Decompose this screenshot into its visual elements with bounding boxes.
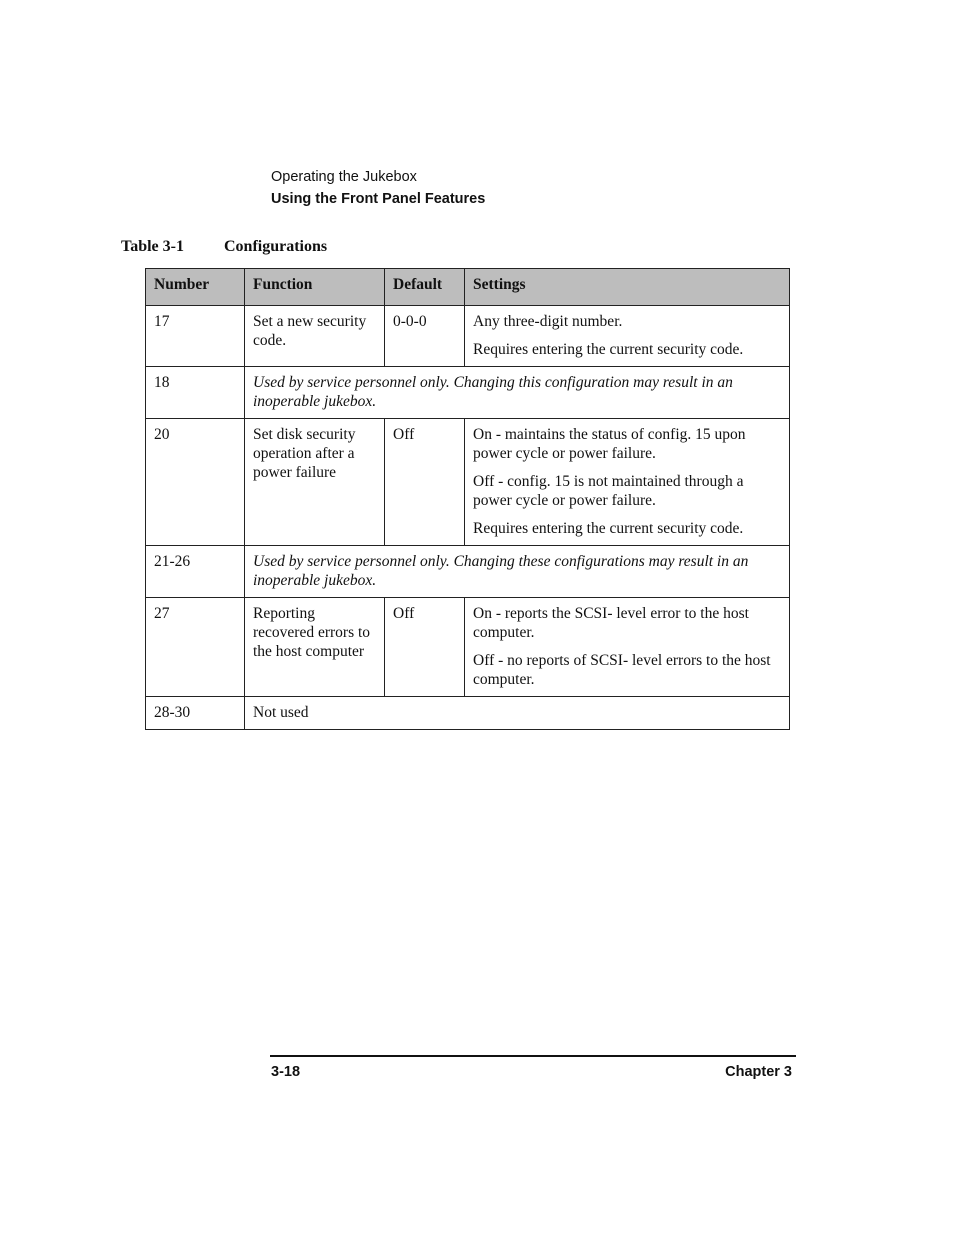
table-label: Table 3-1 (121, 238, 184, 255)
table-row (146, 419, 790, 546)
cell-function: Set a new security code. (245, 306, 385, 367)
settings-line: Off - no reports of SCSI- level errors to the host computer. (473, 652, 771, 688)
table-row (146, 367, 790, 419)
cell-settings (465, 419, 790, 546)
cell-service-note: Used by service personnel only. Changing these configurations may result in an inoperable jukebox. (245, 546, 790, 598)
page-number: 3-18 (271, 1064, 301, 1080)
table-row (146, 546, 790, 598)
cell-settings (465, 598, 790, 697)
cell-default: 0-0-0 (385, 306, 465, 367)
cell-settings (465, 306, 790, 367)
column-header-default: Default (385, 269, 465, 306)
cell-default: Off (385, 598, 465, 697)
section-title: Operating the Jukebox (271, 169, 417, 185)
footer-rule (270, 1055, 796, 1057)
table-header-row (146, 269, 790, 306)
cell-number: 28-30 (146, 697, 245, 730)
cell-function: Set disk security operation after a power failure (245, 419, 385, 546)
cell-default: Off (385, 419, 465, 546)
table-title: Configurations (224, 238, 328, 255)
cell-number: 27 (146, 598, 245, 697)
settings-line: Requires entering the current security code. (473, 341, 744, 358)
settings-line: On - maintains the status of config. 15 upon power cycle or power failure. (473, 426, 746, 462)
chapter-label: Chapter 3 (725, 1064, 792, 1080)
column-header-settings: Settings (465, 269, 790, 306)
cell-number: 21-26 (146, 546, 245, 598)
table-row (146, 697, 790, 730)
cell-not-used: Not used (245, 697, 790, 730)
cell-number: 18 (146, 367, 245, 419)
cell-number: 17 (146, 306, 245, 367)
settings-line: Off - config. 15 is not maintained through a power cycle or power failure. (473, 473, 744, 509)
cell-number: 20 (146, 419, 245, 546)
table-row (146, 306, 790, 367)
subsection-title: Using the Front Panel Features (271, 191, 486, 207)
column-header-function: Function (245, 269, 385, 306)
settings-line: On - reports the SCSI- level error to the host computer. (473, 605, 749, 641)
settings-line: Any three-digit number. (473, 313, 623, 330)
cell-function: Reporting recovered errors to the host computer (245, 598, 385, 697)
running-header (271, 166, 485, 210)
table-row (146, 598, 790, 697)
configurations-table (145, 268, 790, 730)
settings-line: Requires entering the current security code. (473, 520, 744, 537)
cell-service-note: Used by service personnel only. Changing this configuration may result in an inoperable jukebox. (245, 367, 790, 419)
table-caption (121, 238, 328, 256)
column-header-number: Number (146, 269, 245, 306)
